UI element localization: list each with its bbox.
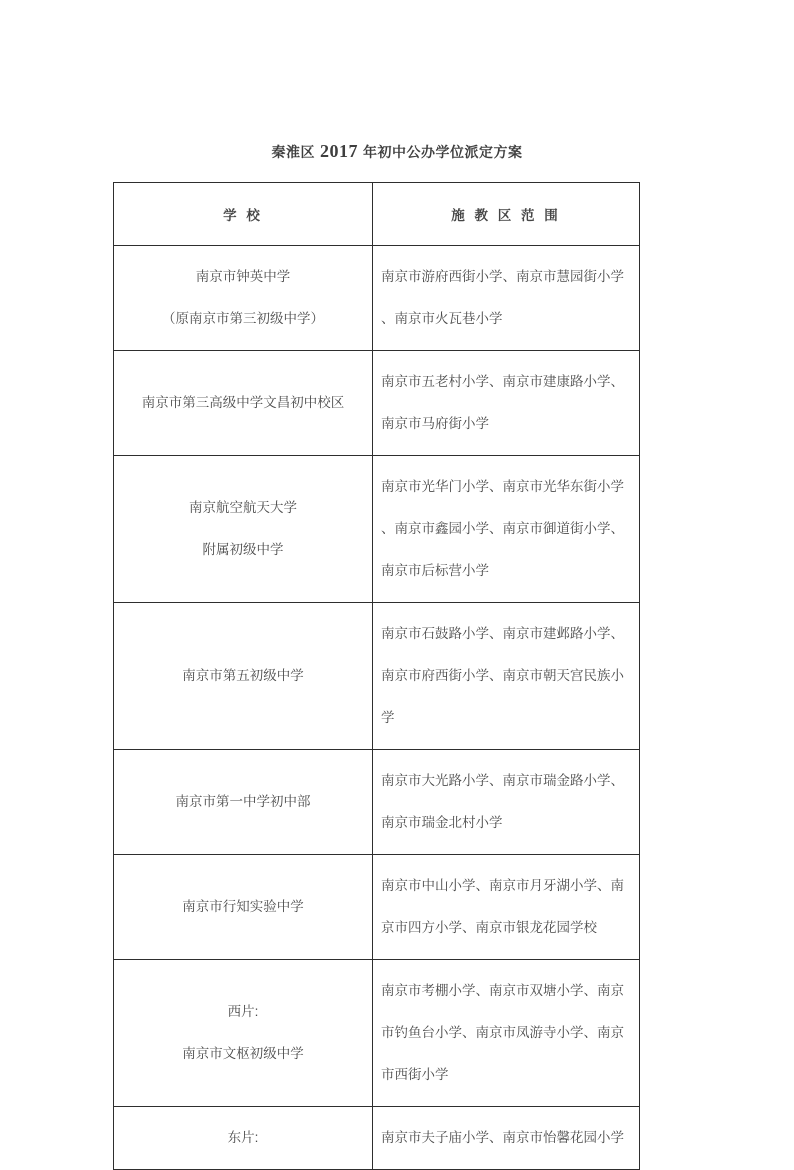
title-suffix: 年初中公办学位派定方案 xyxy=(363,144,523,160)
school-cell xyxy=(114,246,373,351)
district-cell xyxy=(373,456,640,603)
school-name-line: 南京市第三高级中学文昌初中校区 xyxy=(141,395,345,410)
column-header-school: 学 校 xyxy=(114,183,373,246)
school-cell xyxy=(114,1107,373,1170)
table-row xyxy=(114,246,640,351)
district-range-line: 南京市中山小学、南京市月牙湖小学、南 xyxy=(381,878,624,893)
school-cell xyxy=(114,456,373,603)
district-cell xyxy=(373,351,640,456)
school-name-line: 南京市文枢初级中学 xyxy=(182,1046,304,1061)
document-title xyxy=(0,141,794,162)
school-name-line: 南京市行知实验中学 xyxy=(182,899,304,914)
table-row xyxy=(114,1107,640,1170)
school-assignment-table xyxy=(113,182,640,1170)
school-cell xyxy=(114,750,373,855)
district-range-line: 南京市马府街小学 xyxy=(381,416,489,431)
district-range-line: 南京市后标营小学 xyxy=(381,563,489,578)
school-name-line: 南京市第一中学初中部 xyxy=(175,794,311,809)
school-name-line: 南京市第五初级中学 xyxy=(182,668,304,683)
school-cell xyxy=(114,855,373,960)
district-range-line: 南京市游府西街小学、南京市慧园街小学 xyxy=(381,269,624,284)
district-range-line: 、南京市火瓦巷小学 xyxy=(381,311,503,326)
school-name-line: 西片: xyxy=(227,1004,259,1019)
title-year: 2017 xyxy=(320,141,358,161)
school-name-line: 东片: xyxy=(227,1130,259,1145)
table-body xyxy=(114,246,640,1170)
header-row xyxy=(114,183,640,246)
district-cell xyxy=(373,750,640,855)
district-range-line: 京市四方小学、南京市银龙花园学校 xyxy=(381,920,597,935)
district-range-line: 南京市五老村小学、南京市建康路小学、 xyxy=(381,374,624,389)
district-range-line: 南京市府西街小学、南京市朝天宫民族小 xyxy=(381,668,624,683)
district-cell xyxy=(373,1107,640,1170)
school-name-line: 附属初级中学 xyxy=(202,542,284,557)
district-range-line: 、南京市鑫园小学、南京市御道街小学、 xyxy=(381,521,624,536)
district-range-line: 南京市大光路小学、南京市瑞金路小学、 xyxy=(381,773,624,788)
table-row xyxy=(114,855,640,960)
district-range-line: 南京市光华门小学、南京市光华东街小学 xyxy=(381,479,624,494)
table-row xyxy=(114,456,640,603)
table-header xyxy=(114,183,640,246)
school-name-line: 南京航空航天大学 xyxy=(189,500,297,515)
district-range-line: 南京市瑞金北村小学 xyxy=(381,815,503,830)
district-range-line: 南京市夫子庙小学、南京市怡馨花园小学 xyxy=(381,1130,624,1145)
district-range-line: 南京市考棚小学、南京市双塘小学、南京 xyxy=(381,983,624,998)
district-cell xyxy=(373,855,640,960)
district-cell xyxy=(373,603,640,750)
district-range-line: 南京市石鼓路小学、南京市建邺路小学、 xyxy=(381,626,624,641)
table-row xyxy=(114,960,640,1107)
district-range-line: 学 xyxy=(381,710,395,725)
school-cell xyxy=(114,603,373,750)
school-cell xyxy=(114,960,373,1107)
district-range-line: 市西街小学 xyxy=(381,1067,449,1082)
district-cell xyxy=(373,960,640,1107)
school-name-line: 南京市钟英中学 xyxy=(195,269,291,284)
column-header-district: 施 教 区 范 围 xyxy=(373,183,640,246)
district-cell xyxy=(373,246,640,351)
table-row xyxy=(114,750,640,855)
district-range-line: 市钓鱼台小学、南京市凤游寺小学、南京 xyxy=(381,1025,624,1040)
school-name-line: （原南京市第三初级中学） xyxy=(162,311,324,326)
table-row xyxy=(114,603,640,750)
school-cell xyxy=(114,351,373,456)
table-row xyxy=(114,351,640,456)
title-prefix: 秦淮区 xyxy=(271,144,315,160)
